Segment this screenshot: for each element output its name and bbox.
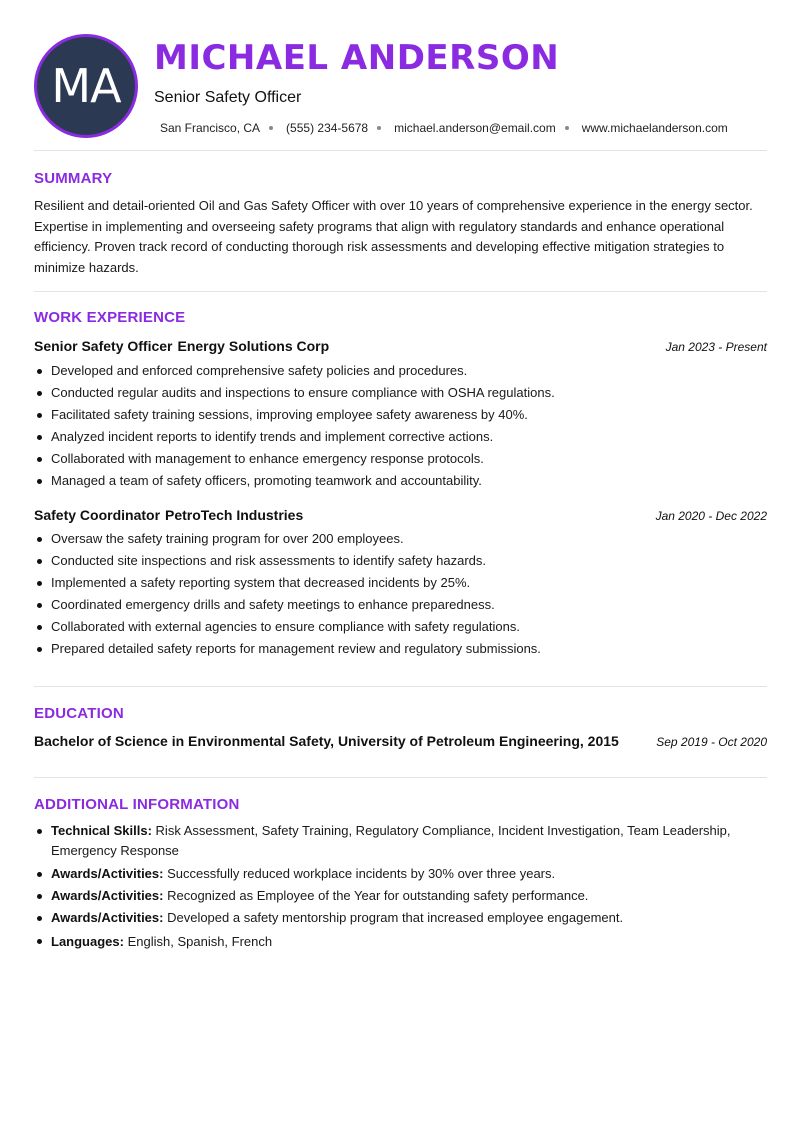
summary-text: Resilient and detail-oriented Oil and Gas Safety Officer with over 10 years of comprehensive experience in the energy sector. Expertise in implementing and overseeing safety programs that align with regulatory standards and enhance operational efficiency. Proven track record of conducting thorough risk assessments and developing effective mitigation strategies to minimize hazards. [34, 198, 753, 275]
contact-email[interactable]: michael.anderson@email.com [394, 121, 556, 135]
list-item [34, 886, 767, 906]
list-item: Managed a team of safety officers, promoting teamwork and accountability. [34, 470, 767, 492]
experience-heading: WORK EXPERIENCE [34, 309, 186, 326]
list-item: Developed and enforced comprehensive safety policies and procedures. [34, 360, 767, 382]
contact-line [160, 121, 728, 135]
info-label: Technical Skills: [51, 823, 152, 838]
education-degree: Bachelor of Science in Environmental Safety, University of Petroleum Engineering, 2015 [34, 733, 619, 749]
resume-header [34, 34, 767, 138]
education-entry [34, 733, 767, 751]
section-divider [34, 150, 767, 151]
list-item [34, 932, 767, 952]
job-bullets [34, 360, 767, 492]
list-item: Implemented a safety reporting system that decreased incidents by 25%. [34, 572, 767, 594]
job-header [34, 338, 767, 356]
list-item [34, 821, 767, 860]
list-item: Oversaw the safety training program for over 200 employees. [34, 528, 767, 550]
list-item: Collaborated with external agencies to ensure compliance with safety regulations. [34, 616, 767, 638]
candidate-name: MICHAEL ANDERSON [154, 38, 560, 78]
info-label: Awards/Activities: [51, 910, 164, 925]
list-item: Coordinated emergency drills and safety meetings to enhance preparedness. [34, 594, 767, 616]
info-text: Recognized as Employee of the Year for outstanding safety performance. [167, 888, 589, 903]
education-heading: EDUCATION [34, 705, 124, 722]
list-item: Collaborated with management to enhance emergency response protocols. [34, 448, 767, 470]
job-company: Energy Solutions Corp [177, 338, 330, 354]
summary-heading: SUMMARY [34, 170, 113, 187]
list-item: Facilitated safety training sessions, improving employee safety awareness by 40%. [34, 404, 767, 426]
list-item: Conducted regular audits and inspections to ensure compliance with OSHA regulations. [34, 382, 767, 404]
contact-website[interactable]: www.michaelanderson.com [581, 121, 728, 135]
avatar [34, 34, 138, 138]
section-divider [34, 686, 767, 687]
education-dates: Sep 2019 - Oct 2020 [656, 735, 767, 749]
additional-list [34, 821, 767, 954]
list-item: Prepared detailed safety reports for management review and regulatory submissions. [34, 638, 767, 660]
job-bullets [34, 528, 767, 660]
job-title: Senior Safety Officer [34, 338, 173, 354]
additional-heading: ADDITIONAL INFORMATION [34, 796, 240, 813]
info-label: Awards/Activities: [51, 866, 164, 881]
avatar-initials: MA [51, 59, 121, 113]
job-dates: Jan 2020 - Dec 2022 [655, 509, 767, 523]
info-text: Developed a safety mentorship program that increased employee engagement. [167, 910, 624, 925]
info-text: English, Spanish, French [127, 933, 273, 949]
info-text: Risk Assessment, Safety Training, Regulatory Compliance, Incident Investigation, Team Leadership, Emergency Response [51, 823, 731, 858]
section-divider [34, 291, 767, 292]
info-label: Awards/Activities: [51, 888, 164, 903]
info-label: Languages: [51, 933, 124, 949]
job-company: PetroTech Industries [165, 507, 304, 523]
separator-dot [269, 126, 273, 130]
list-item: Conducted site inspections and risk assessments to identify safety hazards. [34, 550, 767, 572]
contact-location: San Francisco, CA [160, 121, 261, 135]
separator-dot [565, 126, 569, 130]
candidate-title: Senior Safety Officer [154, 89, 302, 106]
job-dates: Jan 2023 - Present [665, 340, 767, 354]
job-header [34, 507, 767, 525]
separator-dot [377, 126, 381, 130]
list-item: Analyzed incident reports to identify trends and implement corrective actions. [34, 426, 767, 448]
section-divider [34, 777, 767, 778]
info-text: Successfully reduced workplace incidents by 30% over three years. [167, 866, 556, 881]
list-item [34, 864, 767, 884]
list-item [34, 908, 767, 928]
contact-phone: (555) 234-5678 [286, 121, 369, 135]
job-title: Safety Coordinator [34, 507, 161, 523]
